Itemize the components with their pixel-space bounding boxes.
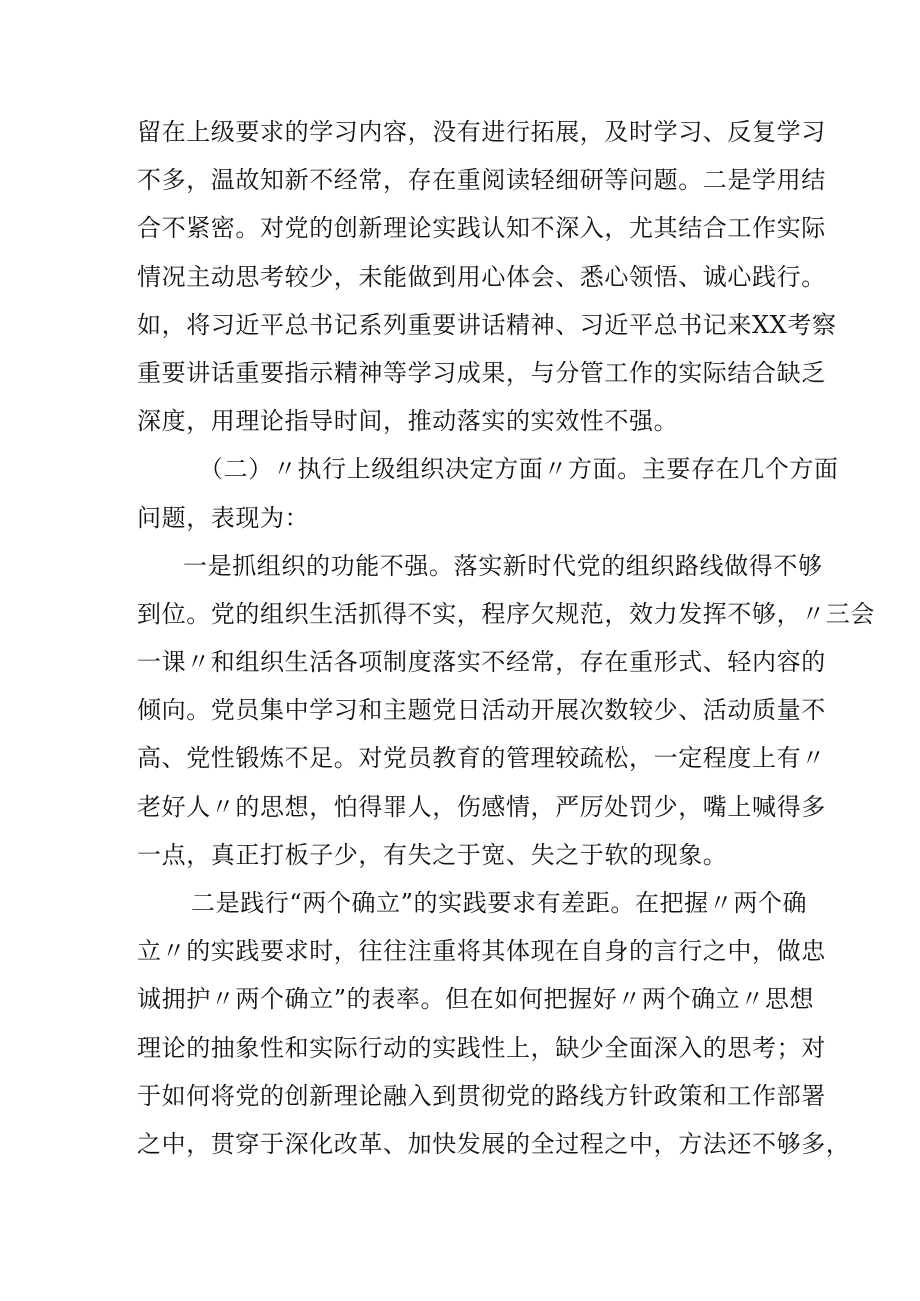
text-line: 老好人〃的思想，怕得罪人，伤感情，严厉处罚少，嘴上喊得多 — [137, 792, 826, 821]
text-line: 深度，用理论指导时间，推动落实的实效性不强。 — [137, 407, 679, 436]
text-line: 立〃的实践要求时，往往注重将其体现在自身的言行之中，做忠 — [137, 937, 826, 966]
section-heading-line: （二）〃执行上级组织决定方面〃方面。主要存在几个方面 — [199, 455, 839, 484]
text-line: 于如何将党的创新理论融入到贯彻党的路线方针政策和工作部署 — [137, 1081, 826, 1110]
text-line: 诚拥护〃两个确立”的表率。但在如何把握好〃两个确立〃思想 — [137, 985, 815, 1014]
text-line: 到位。党的组织生活抓得不实，程序欠规范，效力发挥不够，〃三会 — [137, 599, 875, 628]
paragraph-start-line: 一是抓组织的功能不强。落实新时代党的组织路线做得不够 — [183, 551, 823, 580]
text-line: 高、党性锻炼不足。对党员教育的管理较疏松，一定程度上有〃 — [137, 744, 826, 773]
text-line: 留在上级要求的学习内容，没有进行拓展，及时学习、反复学习 — [137, 118, 826, 146]
text-line: 之中，贯穿于深化改革、加快发展的全过程之中，方法还不够多， — [137, 1129, 851, 1158]
text-line: 重要讲话重要指示精神等学习成果，与分管工作的实际结合缺乏 — [137, 358, 826, 387]
text-line: 一课〃和组织生活各项制度落实不经常，存在重形式、轻内容的 — [137, 648, 826, 677]
text-line: 理论的抽象性和实际行动的实践性上，缺少全面深入的思考；对 — [137, 1033, 826, 1062]
paragraph-start-line: 二是践行“两个确立”的实践要求有差距。在把握〃两个确 — [191, 889, 808, 917]
text-line: 如，将习近平总书记系列重要讲话精神、习近平总书记来XX考察 — [137, 310, 837, 339]
document-body — [137, 108, 875, 1168]
text-line: 不多，温故知新不经常，存在重阅读轻细研等问题。二是学用结 — [137, 166, 826, 195]
text-line: 合不紧密。对党的创新理论实践认知不深入，尤其结合工作实际 — [137, 214, 826, 243]
text-line: 问题，表现为： — [137, 503, 310, 532]
text-line: 倾向。党员集中学习和主题党日活动开展次数较少、活动质量不 — [137, 696, 826, 725]
text-line: 一点，真正打板子少，有失之于宽、失之于软的现象。 — [137, 840, 728, 869]
text-line: 情况主动思考较少，未能做到用心体会、悉心领悟、诚心践行。 — [137, 262, 826, 291]
